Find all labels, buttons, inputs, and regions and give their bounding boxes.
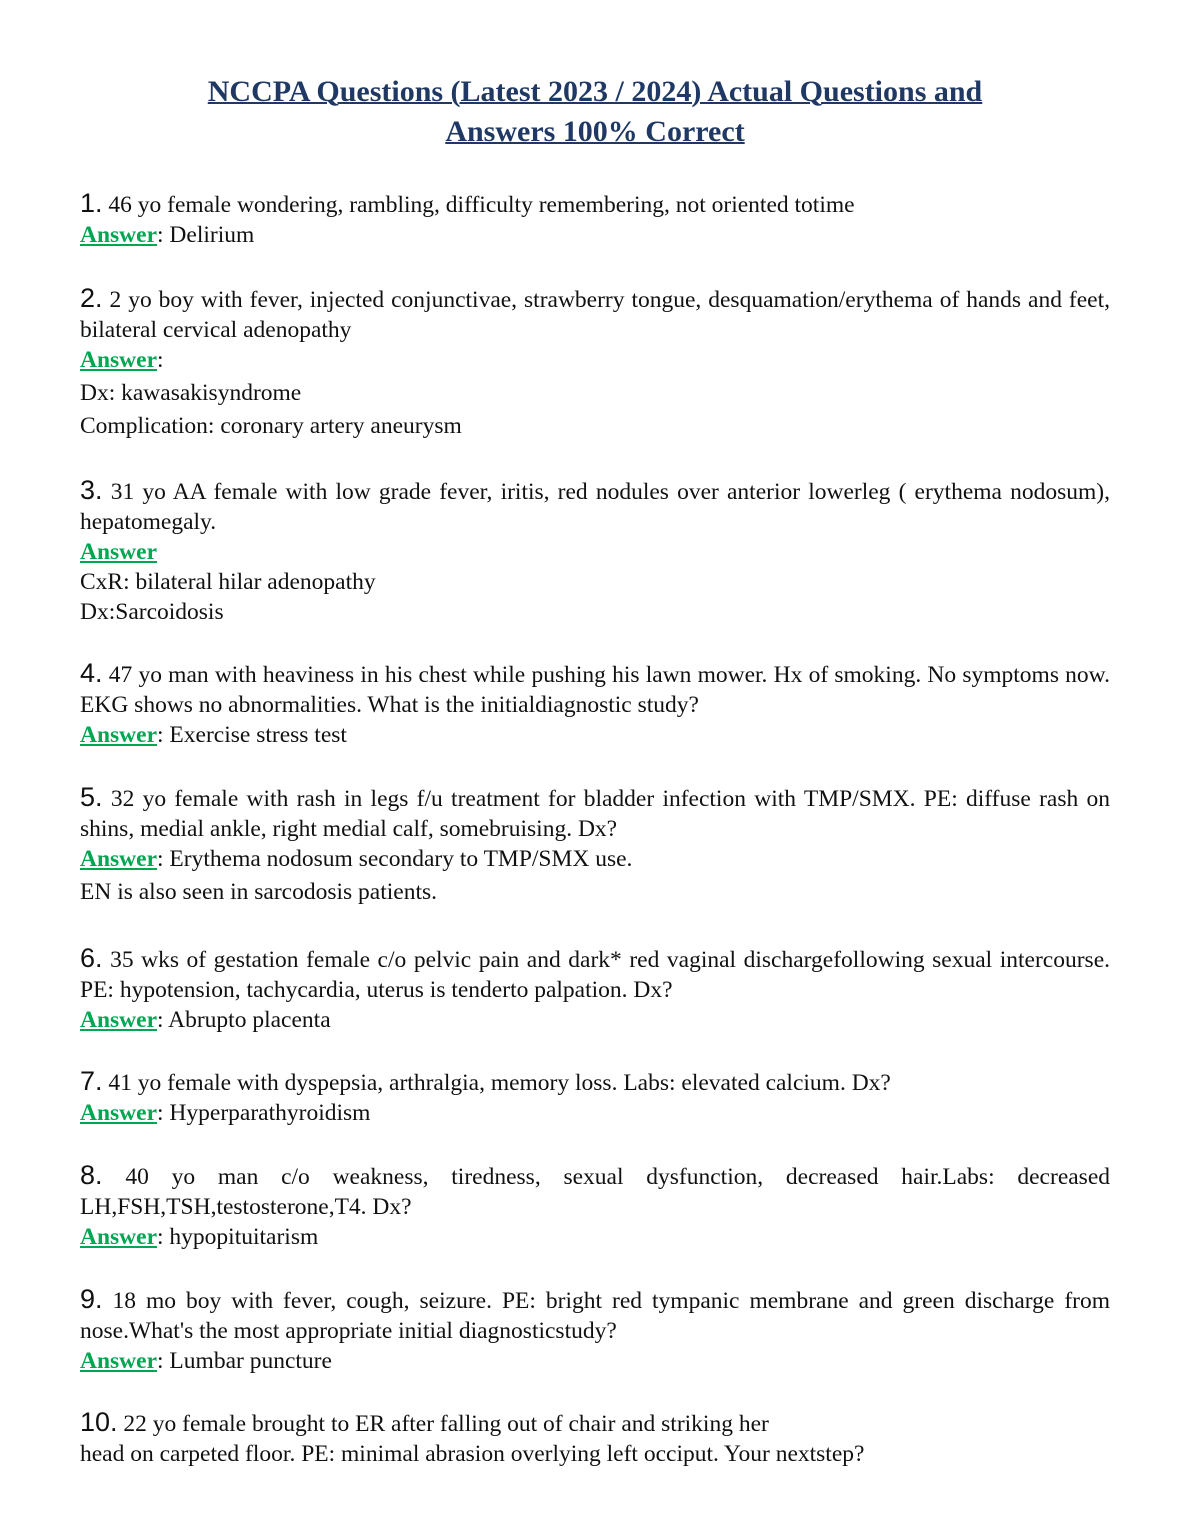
answer-line: Dx:Sarcoidosis xyxy=(80,599,224,625)
question-7 xyxy=(80,1066,1110,1128)
question-text: 18 mo boy with fever, cough, seizure. PE: bright red tympanic membrane and green discharge from nose.What's the most appropriate initial diagnosticstudy? xyxy=(80,1288,1111,1344)
title-line-2: Answers 100% Correct xyxy=(445,115,745,148)
question-number: 9. xyxy=(80,1284,103,1314)
question-9 xyxy=(80,1284,1110,1376)
question-number: 7. xyxy=(80,1066,103,1096)
question-number: 1. xyxy=(80,188,103,218)
answer-label: Answer xyxy=(80,1348,158,1374)
answer-text: : Delirium xyxy=(157,222,255,248)
question-number: 2. xyxy=(80,283,103,313)
answer-text: : xyxy=(157,347,164,373)
answer-text: : Lumbar puncture xyxy=(157,1348,332,1374)
question-1 xyxy=(80,188,1110,250)
question-5 xyxy=(80,782,1110,907)
question-text-line: head on carpeted floor. PE: minimal abrasion overlying left occiput. Your nextstep? xyxy=(80,1441,865,1467)
question-6 xyxy=(80,943,1110,1035)
page-title xyxy=(80,72,1110,152)
question-2 xyxy=(80,283,1110,441)
answer-text: : Exercise stress test xyxy=(157,722,347,748)
answer-label: Answer xyxy=(80,1224,158,1250)
answer-label: Answer xyxy=(80,1100,158,1126)
answer-label: Answer xyxy=(80,222,158,248)
answer-line: Complication: coronary artery aneurysm xyxy=(80,413,462,439)
answer-text: : Hyperparathyroidism xyxy=(157,1100,371,1126)
question-8 xyxy=(80,1160,1110,1252)
question-number: 5. xyxy=(80,782,103,812)
answer-line: EN is also seen in sarcodosis patients. xyxy=(80,879,438,905)
question-number: 10. xyxy=(80,1407,118,1437)
question-4 xyxy=(80,658,1110,750)
question-number: 3. xyxy=(80,475,103,505)
question-text: 31 yo AA female with low grade fever, iritis, red nodules over anterior lowerleg ( erythema nodosum), hepatomegaly. xyxy=(80,479,1110,535)
question-text: 41 yo female with dyspepsia, arthralgia, memory loss. Labs: elevated calcium. Dx? xyxy=(108,1070,891,1096)
answer-label: Answer xyxy=(80,539,158,565)
answer-line: Dx: kawasakisyndrome xyxy=(80,380,302,406)
question-text: 40 yo man c/o weakness, tiredness, sexual dysfunction, decreased hair.Labs: decreased LH,FSH,TSH,testosterone,T4. Dx? xyxy=(80,1164,1110,1220)
answer-label: Answer xyxy=(80,846,158,872)
title-line-1: NCCPA Questions (Latest 2023 / 2024) Actual Questions and xyxy=(207,75,983,108)
answer-text: : Erythema nodosum secondary to TMP/SMX use. xyxy=(157,846,633,872)
question-number: 8. xyxy=(80,1160,103,1190)
question-text: 35 wks of gestation female c/o pelvic pain and dark* red vaginal dischargefollowing sexual intercourse. PE: hypotension, tachycardia, uterus is tenderto palpation. Dx? xyxy=(80,947,1111,1003)
question-text: 22 yo female brought to ER after falling out of chair and striking her xyxy=(123,1411,769,1437)
question-text: 46 yo female wondering, rambling, difficulty remembering, not oriented totime xyxy=(108,192,855,218)
question-text: 32 yo female with rash in legs f/u treatment for bladder infection with TMP/SMX. PE: diffuse rash on shins, medial ankle, right medial calf, somebruising. Dx? xyxy=(80,786,1111,842)
answer-label: Answer xyxy=(80,347,158,373)
question-text: 2 yo boy with fever, injected conjunctivae, strawberry tongue, desquamation/erythema of hands and feet, bilateral cervical adenopathy xyxy=(80,287,1110,343)
question-10 xyxy=(80,1407,1110,1469)
question-number: 4. xyxy=(80,658,103,688)
question-number: 6. xyxy=(80,943,103,973)
answer-label: Answer xyxy=(80,722,158,748)
answer-label: Answer xyxy=(80,1007,158,1033)
question-text: 47 yo man with heaviness in his chest while pushing his lawn mower. Hx of smoking. No symptoms now. EKG shows no abnormalities. What is the initialdiagnostic study? xyxy=(80,662,1110,718)
question-3 xyxy=(80,475,1110,627)
answer-text: : hypopituitarism xyxy=(157,1224,319,1250)
answer-line: CxR: bilateral hilar adenopathy xyxy=(80,569,376,595)
answer-text: : Abrupto placenta xyxy=(157,1007,331,1033)
